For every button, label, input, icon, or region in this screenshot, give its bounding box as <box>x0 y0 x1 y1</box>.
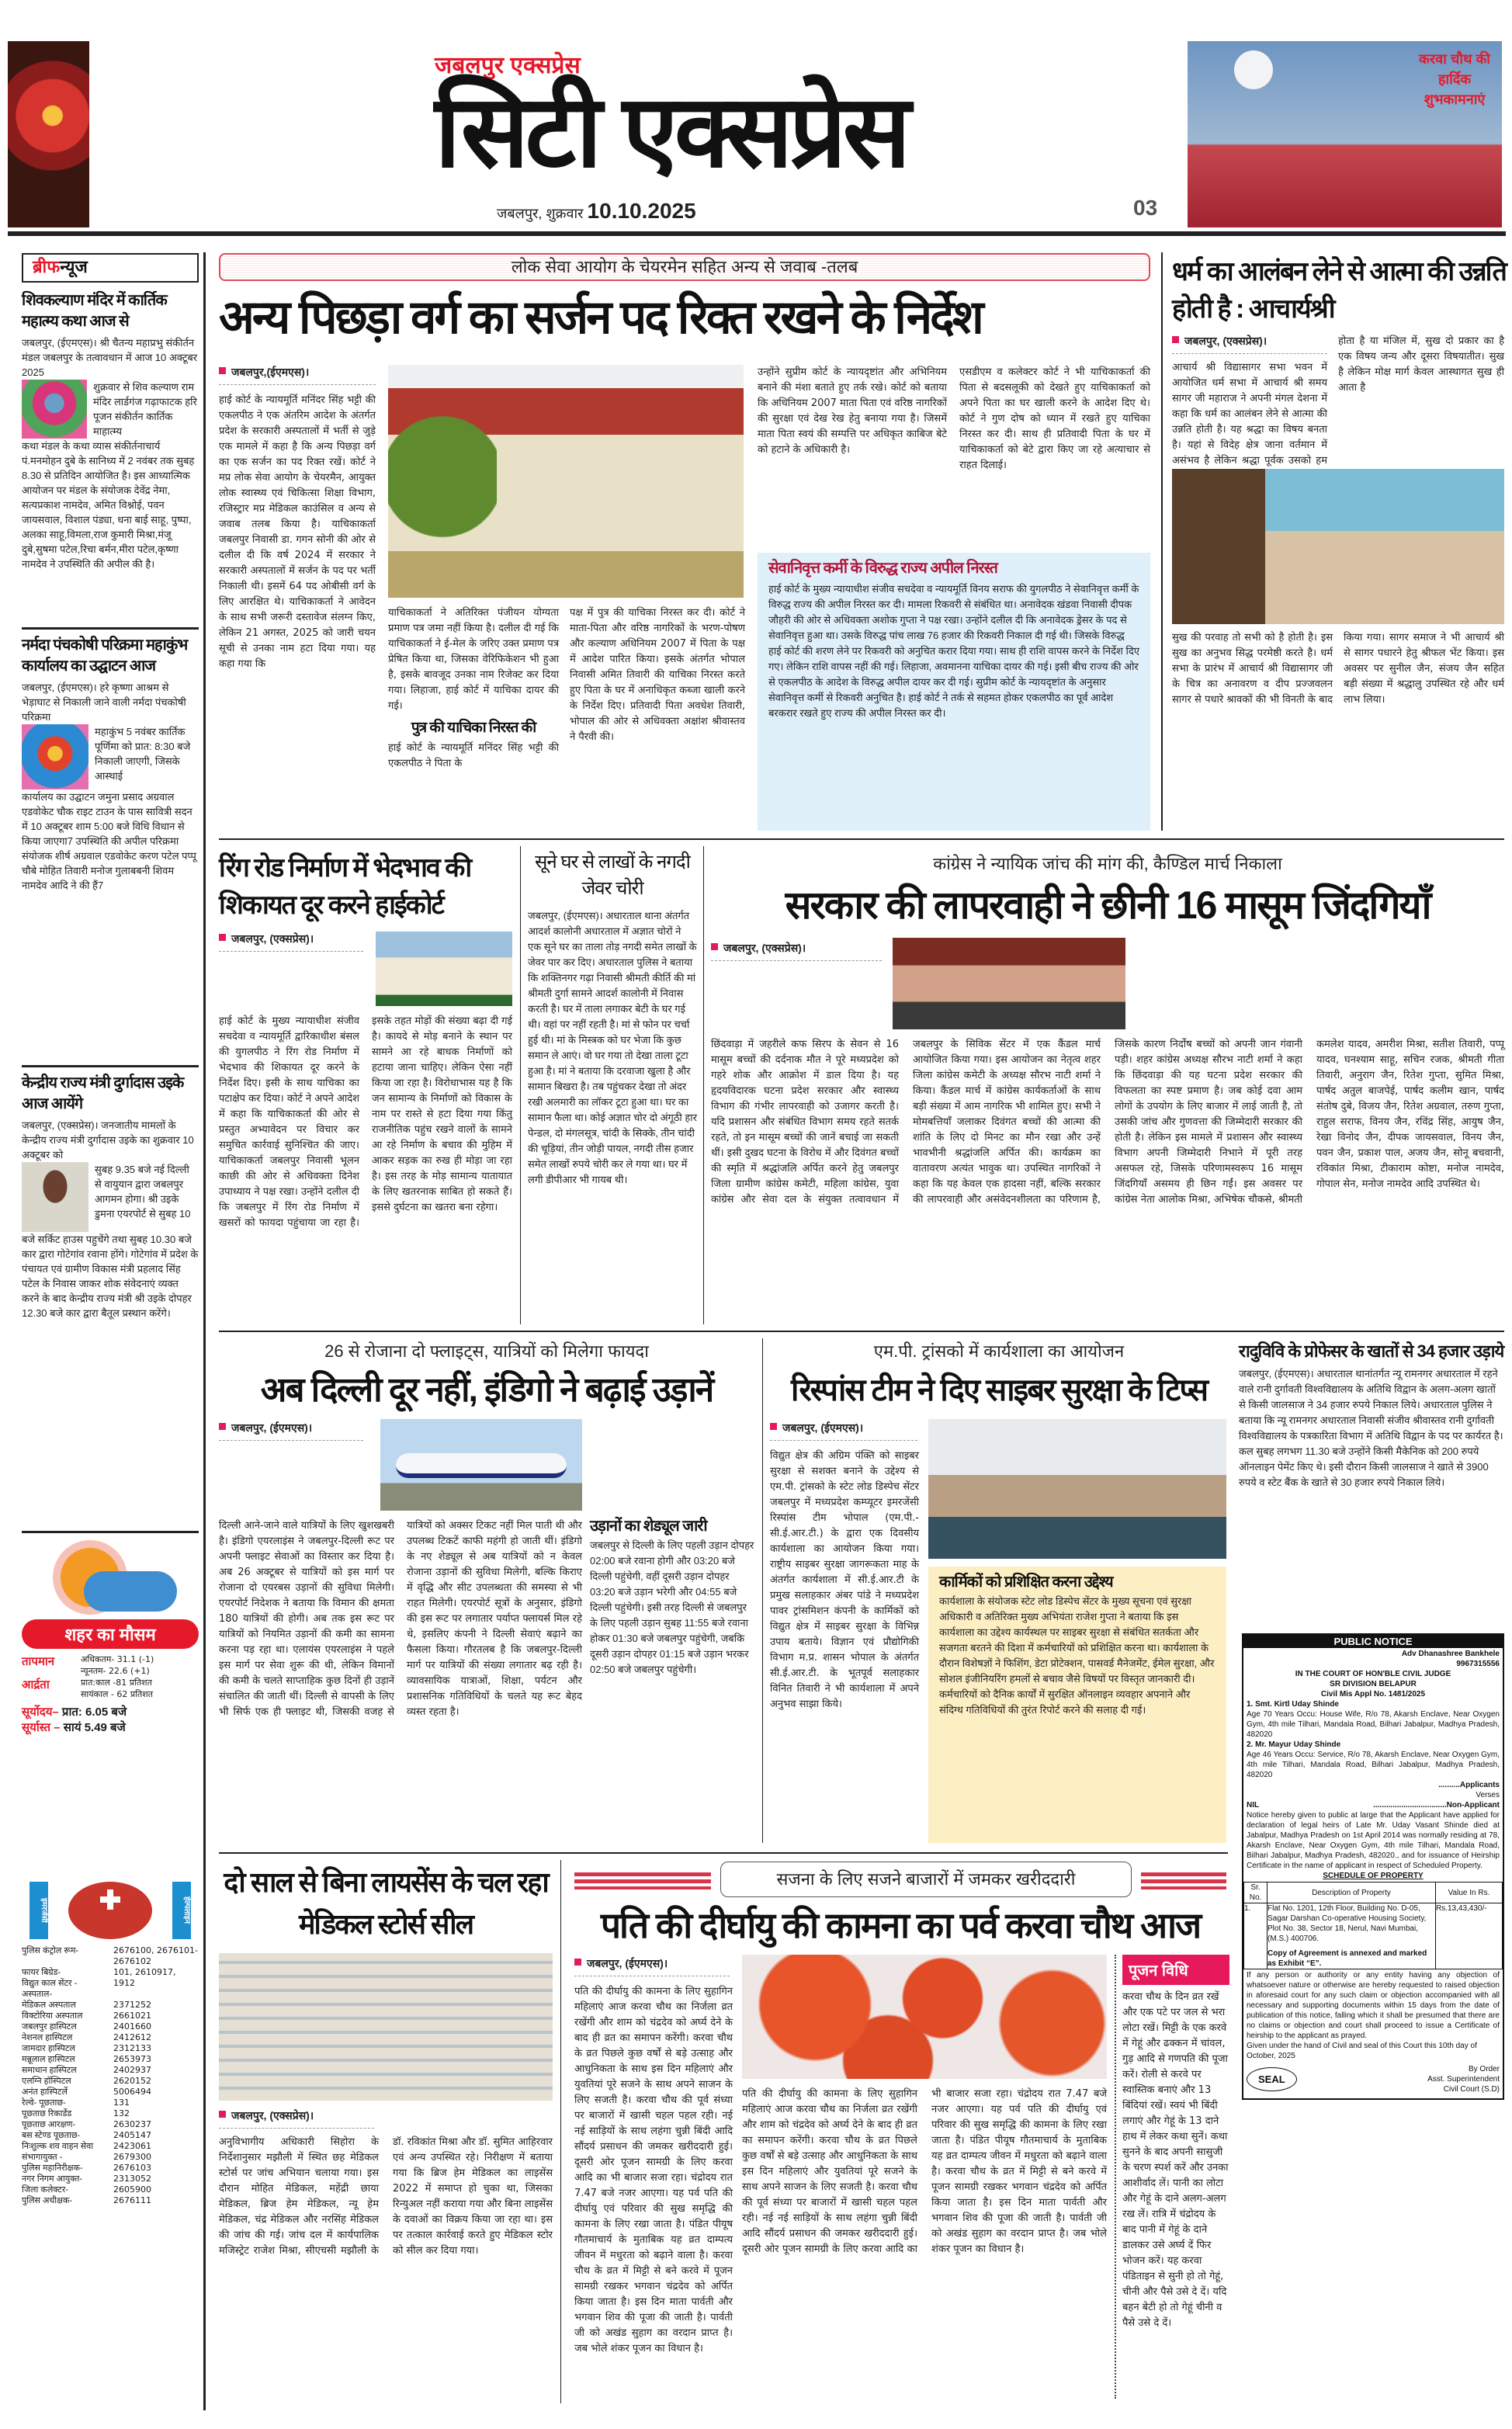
notice-signatory-1: Asst. Superintendent <box>1427 2075 1500 2084</box>
th-sr: Sr. No. <box>1244 1882 1268 1903</box>
brief-label-red: ब्रीफ <box>33 257 61 276</box>
weather-banner: शहर का मौसम <box>22 1619 199 1649</box>
medical-store-photo <box>219 1953 553 2101</box>
brief-item-lead: जबलपुर, (एक्सप्रेस)। जनजातीय मामलों के केन्द्रीय राज्य मंत्री दुर्गादास उइके का शुक्रवार 10 अक्टूबर को <box>22 1119 194 1161</box>
ringroad-dateline-wrap <box>219 932 363 952</box>
lead-kicker-box <box>219 253 1150 281</box>
brief-item-wrap <box>22 380 199 439</box>
cyber-kicker: एम.पी. ट्रांसको में कार्यशाला का आयोजन <box>873 1341 1125 1361</box>
notice-applicants: ..........Applicants <box>1438 1781 1500 1789</box>
theft-headline: सूने घर से लाखों के नगदी जेवर चोरी <box>535 852 690 899</box>
notice-given: Given under the hand of Civil and seal of this Court this 10th day of October, 2025 <box>1247 2042 1477 2060</box>
helpline-number: 132 <box>113 2108 130 2118</box>
brief-item-2 <box>22 635 199 1060</box>
notice-court-2: SR DIVISION BELAPUR <box>1330 1680 1417 1688</box>
karwa-thali-photo <box>8 41 89 227</box>
karwa-dateline-wrap <box>574 1956 730 1976</box>
helpline-panel <box>22 1882 199 2206</box>
notice-applicant-1-name: 1. Smt. Kirtl Uday Shinde <box>1247 1700 1339 1709</box>
helpline-label: समाधान हास्पिटल <box>22 2066 77 2075</box>
helpline-tag: हेल्पलाइन <box>172 1882 191 1939</box>
syrup-dateline: जबलपुर, (एक्सप्रेस)। <box>711 941 882 961</box>
notice-signature <box>1247 2064 1500 2094</box>
cloud-icon <box>84 1571 177 1612</box>
rdvv-story <box>1239 1340 1504 1627</box>
cyber-dateline-wrap <box>770 1421 917 1441</box>
syrup-text: छिंदवाड़ा में जहरीले कफ सिरप के सेवन से 16 मासूम बच्चों की दर्दनाक मौत ने पूरे मध्यप्रदेश को गहरे शोक और आक्रोश में डाल दिया है। यह हृदयविदारक घटना प्रदेश सरकार और स्वास्थ्य विभाग की गंभीर लापरवाही को उजागर करती है। यदि प्रशासन और संबंधित विभाग समय रहते सतर्क रहते, तो इन मासूम बच्चों की जानें बचाई जा सकती थीं। इसी दुखद घटना के विरोध में और दिवंगत बच्चों की स्मृति में श्रद्धांजलि अर्पित करने हेतु जबलपुर जिला ग्रामीण कांग्रेस कमेटी, महिला कांग्रेस, युवा कांग्रेस और सेवा दल के संयुक्त तत्वावधान में जबलपुर के सिविक सेंटर में एक कैंडल मार्च आयोजित किया गया। इस आयोजन का नेतृत्व शहर जिला कांग्रेस कमेटी के अध्यक्ष सौरभ नाटी शर्मा ने किया। कैंडल मार्च में कांग्रेस कार्यकर्ताओं के साथ बड़ी संख्या में आम नागरिक भी शामिल हुए। सभी ने मोमबत्तियाँ जलाकर दिवंगत बच्चों की आत्मा की शांति के लिए दो मिनट का मौन रखा और उन्हें भावभीनी श्रद्धांजलि अर्पित की। कार्यक्रम का वातावरण अत्यंत भावुक था। उपस्थित नागरिकों ने कहा कि यह केवल एक हादसा नहीं, बल्कि सरकार की लापरवाही और असंवेदनशीलता का परिणाम है, जिसके कारण निर्दोष बच्चों को अपनी जान गंवानी पड़ी। शहर कांग्रेस अध्यक्ष सौरभ नाटी शर्मा ने कहा कि छिंदवाड़ा की यह घटना प्रदेश सरकार की विफलता का स्पष्ट प्रमाण है। जब कोई दवा आम लोगों के उपयोग के लिए बाजार में लाई जाती है, तो उसकी जांच और गुणवत्ता की जिम्मेदारी सरकार की होती है। लेकिन इस मामले में प्रशासन और स्वास्थ्य विभाग अपनी जिम्मेदारी निभाने में पूरी तरह असफल रहे, जिसके परिणामस्वरूप 16 मासूम जिंदगियाँ असमय ही छिन गईं। इस अवसर पर कांग्रेस नेता आलोक मिश्रा, अभिषेक चौकसे, श्रीमती कमलेश यादव, अमरीश मिश्रा, सतीश तिवारी, पप्पू यादव, घनश्याम साहू, सचिन रजक, श्रीमती गीता तिवारी, अनुराग जैन, रितेश गुप्ता, सुमित मिश्रा, पार्षद अतुल बाजपेई, पार्षद कलीम खान, पार्षद संतोष दुबे, विजय जैन, रितेश अग्रवाल, तरुण गुप्ता, राहुल सराफ, विनय जैन, रविंद्र सिंह, आयुष जैन, रेखा विनोद जैन, दीपक जायसवाल, विनय जैन, पवन जैन, प्रकाश पाल, अजय जैन, सोनू बचवानी, रविकांत मिश्रा, टीकाराम कोष्टा, मनोज नामदेव, गोपाल सेन, मनोज नामदेव आदि उपस्थित थे। <box>711 1039 1504 1206</box>
cyber-box <box>928 1567 1226 1843</box>
ringroad-headline: रिंग रोड निर्माण में भेदभाव की शिकायत दूर करने हाईकोर्ट <box>219 853 471 920</box>
seal-stamp: SEAL <box>1247 2067 1297 2091</box>
helpline-row <box>22 2184 199 2195</box>
brief-item-title: नर्मदा पंचकोषी परिक्रमा महाकुंभ कार्यालय का उद्घाटन आज <box>22 637 188 675</box>
notice-body: Notice hereby given to public at large that the Applicant have applied for declaration of legal heirs of Late Mr. Uday Vasant Shinde died at Jabalpur, Madhya Pradesh on 1st April 2014 was normally residing at 78, Akarsh Enclave, Near Oxygen Gym, 4th mile Tilhari, Mandala Road, Bilhari Jabalpur, Madhya Pradesh, 482020., and for issuance of Heirship Certificate in the name of applicant in respect of Scheduled Property. <box>1247 1811 1500 1870</box>
helpline-number: 2405147 <box>113 2130 151 2140</box>
helpline-number: 2661021 <box>113 2011 151 2021</box>
helpline-row <box>22 2021 199 2032</box>
td-copy: Copy of Agreement is annexed and marked as Exhibit “E”. <box>1268 1949 1427 1968</box>
pujan-title: पूजन विधि <box>1122 1955 1229 1985</box>
weather-panel <box>22 1540 199 1736</box>
greeting-text: करवा चौथ की हार्दिक शुभकामनाएं <box>1419 51 1490 107</box>
brief-item-3 <box>22 1073 199 1526</box>
helpline-number: 2423061 <box>113 2141 151 2151</box>
helpline-label: नगर निगम आयुक्त- <box>22 2174 83 2184</box>
column-divider <box>520 846 521 1324</box>
weather-humidity <box>22 1677 199 1700</box>
minister-photo <box>22 1162 88 1232</box>
helpline-number: 101, 2610917, <box>113 1967 176 1977</box>
helpline-number: 2679300 <box>113 2152 151 2162</box>
property-table <box>1243 1882 1503 1969</box>
notice-phone: 9967315556 <box>1456 1660 1500 1668</box>
masthead-date: 10.10.2025 <box>587 199 696 223</box>
helpline-label: विक्टोरिया अस्पताल <box>22 2011 83 2021</box>
indigo-dateline-wrap <box>219 1421 363 1441</box>
notice-objection: If any person or authority or any entity having any objection of whatsoever nature or otherwise are hereby requested to raised objection in aforesaid court for any such claim or objection accompanied with all necessary and supporting documents within 15 days from the date of publication of this notice, falling which it shall be presumed that there are no claims or objection and court shall proceed to issue a Certificate of heirship to the applicant as prayed. <box>1247 1971 1500 2040</box>
helpline-row <box>22 2076 199 2087</box>
brief-item-body: कार्यालय का उद्घाटन जमुना प्रसाद अग्रवाल एडवोकेट चौक राइट टाउन के पास सावित्री सदन में 10 अक्टूबर शाम 5:00 बजे विधि विधान से किया जाएगा7 उपस्थिति की अपील परिक्रमा संयोजक शीर्ष अग्रवाल एडवोकेट करण पटेल पप्पू चौबे मोहित तिवारी मनोज गुलाबबनी शिवम नामदेव आदि ने की हैं7 <box>22 791 196 891</box>
notice-court-3: Civil Mis Appl No. 1481/2025 <box>1320 1690 1426 1699</box>
notice-by-order: By Order <box>1468 2065 1500 2073</box>
helpline-label: निःशुल्क शव वाहन सेवा <box>22 2142 94 2151</box>
helpline-label: जिला कलेक्टर- <box>22 2185 68 2195</box>
helpline-graphic <box>22 1882 199 1941</box>
krishna-photo <box>22 380 87 439</box>
brief-label-black: न्यूज <box>60 257 88 276</box>
helpline-row <box>22 2087 199 2098</box>
theft-text: जबलपुर, (ईएमएस)। अधारताल थाना अंतर्गत आदर्श कालोनी अधारताल में अज्ञात चोरों ने एक सूने घर का ताला तोड़ नगदी समेत लाखों के जेवर पार कर दिए। अधारताल पुलिस ने बताया कि शक्तिनगर गढ़ा निवासी श्रीमती कीर्ति की मां श्रीमती दुर्गा सामने आदर्श कालोनी में निवास करती है। घर में ताला लगाकर बेटी के घर गई थी। वहां पर नहीं रहती है। मां से फोन पर चर्चा हुई थी। मां के मिस्त्रक को घर भेजा कि कुछ समान ले आएं। वो घर गया तो देखा ताला टूटा हुआ है। मां ने बताया कि दरवाजा खुला है और सामान बिखरा है। तब पहुंचकर देखा तो अंदर रखी अलमारी का लॉकर टूटा हुआ था। घर का सामान फैला था। कोई अज्ञात चोर दो अंगूठी हार पेन्डल, दो मंगलसूत्र, चांदी के सिक्के, तीन चांदी की चूड़ियां, तीन जोड़ी पायल, नगदी तीस हजार समेत लाखों रुपये चोरी कर ले गया था। घर में लगी डीपीआर भी गायब थी। <box>528 910 697 1185</box>
weather-temp <box>22 1653 199 1677</box>
karwa-stripe-left <box>574 1872 711 1889</box>
section-rule <box>219 1852 1228 1854</box>
brief-item-wrap-text: महाकुंभ 5 नवंबर कार्तिक पूर्णिमा को प्रात: 8:30 बजे निकाली जाएगी, जिसके आस्थाई <box>95 726 191 782</box>
helpline-label: पुलिस महानिरीक्षक- <box>22 2164 83 2173</box>
helpline-number <box>113 1989 199 2000</box>
temp-max: अधिकतम- 31.1 (-1) <box>81 1654 154 1664</box>
helpline-number: 1912 <box>113 1978 135 1988</box>
td-value: Rs.13,43,430/- <box>1436 1903 1503 1969</box>
humidity-label: आर्द्रता <box>22 1678 50 1692</box>
notice-advocate: Adv Dhanashree Bankhele <box>1401 1650 1500 1658</box>
throne-icon <box>1172 469 1265 624</box>
lead-col2b-text: हाई कोर्ट के न्यायमूर्ति मनिंदर सिंह भट्टी की एकलपीठ ने पिता के <box>388 741 559 769</box>
helpline-row <box>22 2195 199 2206</box>
lead-kicker: लोक सेवा आयोग के चेयरमेन सहित अन्य से जवाब -तलब <box>511 257 858 276</box>
masthead-supertitle: जबलपुर एक्सप्रेस <box>435 53 581 78</box>
medical-dateline-wrap <box>219 2108 374 2129</box>
pujan-box <box>1115 1955 1229 2399</box>
karwa-text-continued: पति की दीर्घायु की कामना के लिए सुहागिन महिलाएं आज करवा चौथ का निर्जला व्रत रखेंगी और शाम को चंद्रदेव को अर्घ्य देने के बाद ही व्रत का समापन करेंगी। करवा चौथ के व्रत पिछले कुछ वर्षों से बड़े उत्साह और आधुनिकता के साथ इस दिन महिलाएं और युवतियां पूरे सजने के साथ अपने साजन के लिए सजती है। करवा चौथ की पूर्व संध्या पर बाजारों में खासी चहल पहल रही। नई नई साड़ियों के साथ लहंगा चुन्नी बिंदी आदि सौंदर्य प्रसाधन की जमकर खरीददारी हुई। दूसरी ओर पूजन सामग्री के लिए करवा आदि का भी बाजार सजा रहा। चंद्रोदय रात 7.47 बजे नजर आएगा। यह पर्व पति की दीर्घायु एवं परिवार की सुख समृद्धि की कामना के लिए रखा जाता है। पंडित पीयूष गौतमाचार्य के मुताबिक यह व्रत दाम्पत्य जीवन में मधुरता को बढ़ाने वाला है। करवा चौथ के व्रत में मिट्टी से बने करवे में पूजन सामग्री रखकर भगवान चंद्रदेव को अर्पित किया जाता है। इस दिन माता पार्वती और भगवान शिव की पूजा की जाती है। पार्वती जी को अखंड सुहाग का वरदान प्राप्त है। जब भोले शंकर पूजन का विधान है। <box>742 2088 1107 2255</box>
lead-col3-text: पक्ष में पुत्र की याचिका निरस्त कर दी। कोर्ट ने माता-पिता और वरिष्ठ नागरिकों के भरण-पोषण और कल्याण अधिनियम 2007 में पिता के पक्ष में आदेश पारित किया। इसके अंतर्गत भोपाल निवासी अमित तिवारी की याचिका निरस्त करते हुए पिता के घर में अनाधिकृत कब्जा खाली करने के निर्देश दिए। प्रतिवादी पिता अवधेश तिवारी, भोपाल की ओर से अधिवक्ता अक्षांश श्रीवास्तव ने पैरवी की। <box>570 607 745 743</box>
lead-col-2 <box>388 606 559 831</box>
dharma-headline: धर्म का आलंबन लेने से आत्मा की उन्नति होती है : आचार्यश्री <box>1172 257 1506 324</box>
public-notice <box>1242 1633 1504 2100</box>
helpline-label: संभागायुक्त - <box>22 2153 63 2162</box>
notice-schedule-title: SCHEDULE OF PROPERTY <box>1323 1872 1424 1880</box>
notice-verses: Verses <box>1476 1791 1500 1799</box>
indigo-headline: अब दिल्ली दूर नहीं, इंडिगो ने बढ़ाई उड़ानें <box>260 1371 713 1409</box>
helpline-number: 2605900 <box>113 2184 151 2195</box>
helpline-row <box>22 1945 199 1967</box>
helpline-row <box>22 2043 199 2054</box>
indigo-schedule-text: जबलपुर से दिल्ली के लिए पहली उड़ान दोपहर 02:00 बजे रवाना होगी और 03:20 बजे दिल्ली पहुंचेगी, वहीं दूसरी उड़ान दोपहर 03:20 बजे उड़ान भरेगी और 04:55 बजे दिल्ली पहुंचेगी। इसी तरह दिल्ली से जबलपुर के लिए पहली उड़ान सुबह 11:55 बजे रवाना होकर 01:30 बजे जबलपुर पहुंचेगी, जबकि दूसरी उड़ान दोपहर 01:15 बजे उड़ान भरकर 02:50 बजे जबलपुर पहुंचेगी। <box>590 1539 754 1675</box>
helpline-label: फायर बिग्रेड- <box>22 1968 61 1977</box>
indigo-schedule <box>590 1518 754 1844</box>
brief-item-wrap <box>22 724 199 789</box>
helpline-number: 2402937 <box>113 2065 151 2075</box>
dharma-col3-text: सुख की परवाह तो सभी को है होती है। इस सुख का अनुभव सिद्ध परमेष्ठी करते है। धर्म सभा के प्रारंभ में आचार्य श्री विद्यासागर जी के चित्र का अनावरण व दीप प्रज्जवलन सागर से पधारे श्रावकों की भी विनती के बाद किया गया। सागर समाज ने भी आचार्य श्री से सागर पधारने हेतु श्रीफल भेंट किया। इस अवसर पर सुनील जैन, संजय जैन सहित बड़ी संख्या में श्रद्धालु उपस्थित रहे और धर्म लाभ लिया। <box>1172 632 1504 706</box>
brief-item-wrap-text: शुक्रवार से शिव कल्याण राम मंदिर लार्डगंज गढ़ाफाटक हरि पूजन संकीर्तन कार्तिक माहात्म्य <box>93 381 197 437</box>
notice-applicant-2-name: 2. Mr. Mayur Uday Shinde <box>1247 1740 1341 1749</box>
helpline-row <box>22 2119 199 2130</box>
brief-item-wrap <box>22 1162 199 1232</box>
lead-col2-text: याचिकाकर्ता ने अतिरिक्त पंजीयन योग्यता प्रमाण पत्र जमा नहीं किया है। दलील दी गई कि याचिकाकर्ता ने ई-मेल के जरिए उक्त प्रमाण पत्र प्रेषित किया था, जिसका वेरिफिकेशन भी हुआ है, इसके बावजूद उनका नाम रिजेक्ट कर दिया गया। लिहाजा, हाई कोर्ट में याचिका दायर की गई। <box>388 607 559 712</box>
lead-col1-text: हाई कोर्ट के न्यायमूर्ति मनिंदर सिंह भट्टी की एकलपीठ ने एक अंतरिम आदेश के अंतर्गत प्रदेश के सरकारी अस्पतालों में भर्ती से जुड़े एक मामले में कहा है कि अन्य पिछड़ा वर्ग का एक सर्जन का पद रिक्त रखें। कोर्ट ने मप्र लोक सेवा आयोग के चेयरमैन, आयुक्त लोक स्वास्थ्य एवं चिकित्सा शिक्षा विभाग, रजिस्ट्रार मप्र मेडिकल काउंसिल व अन्य से जवाब तलब किया है। याचिकाकर्ता जबलपुर निवासी डा. गगन सोनी की ओर से दलील दी कि वर्ष 2024 में सरकार ने सरकारी अस्पतालों में सर्जन के पद पर भर्ती निकाली थी। इसमें 64 पद ओबीसी वर्ग के लिए आरक्षित थे। याचिकाकर्ता ने आवेदन के साथ सभी जरूरी दस्तावेज संलग्न किए, लेकिन 21 अगस्त, 2025 को जारी चयन सूची से उनका नाम हटा दिया गया। यह कहा गया कि <box>219 394 376 670</box>
notice-applicant-1-addr: Age 70 Years Occu: House Wife, R/o 78, Akarsh Enclave, Near Oxygen Gym, 4th mile Tilhari, Mandala Road, Bilhari Jabalpur, Madhya Pradesh, 482020 <box>1247 1710 1500 1739</box>
lead-col-1 <box>219 365 376 831</box>
high-court-photo <box>388 365 744 598</box>
temp-label: तापमान <box>22 1655 55 1668</box>
acharya-photo <box>1172 469 1504 624</box>
highcourt-small-photo <box>376 932 512 1006</box>
masthead-dateline <box>497 199 696 224</box>
brief-divider <box>22 1065 199 1067</box>
dharma-dateline: जबलपुर, (एक्सप्रेस)। <box>1172 334 1327 354</box>
notice-non-applicant: ..................................Non-Applicant <box>1373 1801 1500 1810</box>
helpline-label: पुलिस अधीक्षक- <box>22 2196 73 2205</box>
dharma-col-2 <box>1338 334 1504 464</box>
humidity-morning: प्रात:काल -81 प्रतिशत <box>81 1678 152 1688</box>
indigo-plane-photo <box>380 1419 582 1511</box>
brief-divider <box>22 627 199 630</box>
helpline-label: जबलपुर हास्पिटल <box>22 2022 77 2032</box>
helpline-label: अनंत हास्पिटर्ले <box>22 2087 68 2097</box>
lead-col5-text: एसडीएम व कलेक्टर कोर्ट ने भी याचिकाकर्ता की पिता से बदसलूकी को देखते हुए याचिकाकर्ता को अपने पिता का घर खाली करने के आदेश दिए थे। कोर्ट ने गुण दोष को ध्यान में रखते हुए याचिका निरस्त कर दी। साथ ही प्रतिवादी पिता के घर में याचिकाकर्ता को बेटे द्वारा किए जा रहे अत्याचार से राहत दिलाई। <box>959 366 1150 471</box>
emergency-tag: इमरजेंसी <box>29 1882 48 1939</box>
sunset-label: सूर्यास्त – <box>22 1721 61 1734</box>
workshop-photo <box>928 1419 1226 1559</box>
column-divider <box>560 1860 561 2403</box>
syrup-dateline-wrap <box>711 941 882 961</box>
brief-item-lead: जबलपुर, (ईएमएस)। श्री चैतन्य महाप्रभु संकीर्तन मंडल जबलपुर के तत्वावधान में आज 10 अक्टूबर 2025 <box>22 337 198 378</box>
dharma-col1-text: आचार्य श्री विद्यासागर सभा भवन में आयोजित धर्म सभा में आचार्य श्री समय सागर जी महाराज ने अपनी मंगल देशना में कहा कि धर्म का आलंबन लेने से आत्मा की उन्नति होती है। यह श्रद्धा का विषय बनता है। यहां से विदेह क्षेत्र जाना वर्तमान में असंभव है लेकिन श्रद्धा पूर्वक उसको हम <box>1172 362 1327 467</box>
brief-news-box <box>22 253 199 283</box>
rdvv-text: जबलपुर, (ईएमएस)। अधारताल थानांतर्गत न्यू रामनगर अधारताल में रहने वाले रानी दुर्गावती विश्वविद्यालय के अतिथि विद्वान के अलग-अलग खातों से किसी जालसाज ने 34 हजार रुपये निकाल लिये। अधारताल पुलिस ने बताया कि न्यू रामनगर अधारताल निवासी संजीव श्रीवास्तव रानी दुर्गावती विश्वविद्यालय के पत्रकारिता विभाग में अतिथि विद्वान के पद पर कार्यरत है। कल सुबह लगभग 11.30 बजे उन्होंने किसी मैकेनिक को 200 रुपये ऑनलाइन पेमेंट किए थे। इसी दौरान किसी जालसाज ने खाते से 3900 रुपये व स्टेट बैंक के खाते से 30 हजार रुपये निकाल लिये। <box>1239 1368 1503 1488</box>
cyber-text: विद्युत क्षेत्र की अग्रिम पंक्ति को साइबर सुरक्षा से सशक्त बनाने के उद्देश्य से एम.पी. ट्रांसको के स्टेट लोड डिस्पेच सेंटर जबलपुर में मध्यप्रदेश कम्प्यूटर इमरजेंसी रिस्पांस टीम भोपाल (एम.पी.-सी.ई.आर.टी.) के द्वारा एक दिवसीय कार्यशाला का आयोजन किया गया। राष्ट्रीय साइबर सुरक्षा जागरूकता माह के अंतर्गत कार्यशाला में सी.ई.आर.टी के प्रमुख सलाहकार अंबर पांडे ने मध्यप्रदेश पावर ट्रांसमिशन कंपनी के कार्मिकों को विद्युत क्षेत्र में साइबर सुरक्षा के विभिन्न उपाय बताये। विज्ञान एवं प्रौद्योगिकी विभाग म.प्र. शासन भोपाल के अंतर्गत सी.ई.आर.टी. के भूतपूर्व सलाहकार विनित तिवारी ने भी कार्यशाला में अपने अनुभव साझा किये। <box>770 1450 919 1710</box>
helpline-number: 2313052 <box>113 2174 151 2184</box>
lead-col-3 <box>570 606 745 831</box>
retired-box-title: सेवानिवृत्त कर्मी के विरुद्ध राज्य अपील निरस्त <box>768 560 997 577</box>
masthead-title: सिटी एक्सप्रेस <box>435 75 907 188</box>
helpline-label: पुलिस कंट्रोल रूम- <box>22 1946 79 1955</box>
moon-icon <box>1234 50 1273 89</box>
sunrise-label: सूर्योदय– <box>22 1706 59 1719</box>
masthead-rule <box>8 231 1506 236</box>
page-number: 03 <box>1133 196 1158 220</box>
karwa-dateline: जबलपुर, (ईएमएस)। <box>574 1956 730 1976</box>
helpline-number: 2412612 <box>113 2032 151 2042</box>
karwa-headline: पति की दीर्घायु की कामना का पर्व करवा चौथ आज <box>600 1905 1201 1945</box>
helpline-label: रेल्वे- पूछताछ- <box>22 2098 66 2108</box>
lead-subhead: पुत्र की याचिका निरस्त की <box>411 720 536 736</box>
dharma-col2-text: होता है या मंजिल में, सुख दो प्रकार का है एक विषय जन्य और दूसरा विषयातीत। सुख है लेकिन मोक्ष मार्ग केवल आस्थागत सुख ही आता है <box>1338 335 1504 394</box>
karwa-moon-photo <box>1188 41 1502 227</box>
phone-cross-icon <box>68 1882 152 1939</box>
helpline-label: अस्पताल- <box>22 1990 53 1999</box>
theft-story <box>528 849 697 1324</box>
helpline-number: 2371252 <box>113 2000 151 2010</box>
lead-dateline: जबलपुर,(ईएमएस)। <box>219 365 376 385</box>
helpline-row <box>22 1967 199 1978</box>
helpline-row <box>22 2141 199 2152</box>
cyber-box-text: कार्यशाला के संयोजक स्टेट लोड डिस्पेच सेंटर के मुख्य सूचना एवं सुरक्षा अधिकारी व अतिरिक्त मुख्य अभियंता राजेश गुप्ता ने बताया कि इस कार्यशाला का उद्देश्य कार्यस्थल पर साइबर सुरक्षा से संबंधित सतर्कता और सजगता बरतने की दिशा में कर्मचारियों को प्रशिक्षित करना था। कार्यशाला के दौरान विशेषज्ञों ने फिशिंग, डेटा प्रोटेक्शन, पासवर्ड मैनेजमेंट, ईमेल सुरक्षा, और सोशल इंजीनियरिंग हमलों से बचाव जैसे विषयों पर विस्तृत जानकारी दी। कर्मचारियों को दैनिक कार्यों में सुरक्षित ऑनलाइन व्यवहार अपनाने और संदिग्ध गतिविधियों की तुरंत रिपोर्ट करने की सलाह दी गई। <box>939 1595 1215 1716</box>
ringroad-text: हाई कोर्ट के मुख्य न्यायाधीश संजीव सचदेवा व न्यायमूर्ति द्वारिकाधीश बंसल की युगलपीठ ने रिंग रोड निर्माण में भेदभाव की शिकायत दूर करने के निर्देश दिए। इसी के साथ याचिका का पटाक्षेप कर दिया। कोर्ट ने अपने आदेश में कहा कि याचिकाकर्ता की ओर से प्रस्तुत अभ्यावेदन पर विचार कर समुचित कार्रवाई सुनिश्चित की जाए। याचिकाकर्ता जबलपुर निवासी भूलन काछी की ओर से अधिवक्ता दिनेश उपाध्याय ने पक्ष रखा। उन्होंने दलील दी कि जबलपुर में रिंग रोड निर्माण में खसरों को फायदा पहुंचाया जा रहा है। इसके तहत मोड़ों की संख्या बढ़ा दी गई है। कायदे से मोड़ बनाने के स्थान पर सामने आ रहे बाधक निर्माणों को हटाया जाना चाहिए। लेकिन ऐसा नहीं किया जा रहा है। विरोधाभास यह है कि जन सामान्य के निर्माणों को विकास के नाम पर रास्ते से हटा दिया गया किंतु राजनीतिक पहुंच रखने वालों के सामने आ रहे निर्माण के बचाव की मुहिम में आकर सड़क का रुख ही मोड़ा जा रहा है। इस तरह के मोड़ सामान्य यातायात के लिए खतरनाक साबित हो सकते हैं। इससे दुर्घटना का खतरा बना रहेगा। <box>219 1015 512 1229</box>
sunset <box>22 1720 199 1736</box>
notice-nil: NIL <box>1247 1801 1260 1810</box>
retired-box-text: हाई कोर्ट के मुख्य न्यायाधीश संजीव सचदेवा व न्यायमूर्ति विनय सराफ की युगलपीठ ने सेवानिवृत्त कर्मी के विरुद्ध राज्य की अपील निरस्त कर दी। मामला रिकवरी से संबंधित था। अनावेदक खंडवा निवासी दीपक जौहरी की ओर से अधिवक्ता अशोक गुप्ता ने पक्ष रखा। उन्होंने दलील दी कि अनावेदक ड्रेसर के पद से सेवानिवृत्त हुआ था। उसके विरुद्ध पांच लाख 76 हजार की रिकवरी निकाल दी गई थी। जिसके विरुद्ध हाई कोर्ट की शरण लेने पर रिकवरी को अनुचित करार दिया गया। साथ ही राशि वापस करने के निर्देश दिए गए। लेकिन राशि वापस नहीं की गई। लिहाजा, अवमानना याचिका दायर की गई। इसी बीच राज्य की ओर से एकलपीठ के आदेश के विरुद्ध अपील दायर कर दी गई। सुप्रीम कोर्ट के न्यायदृष्टांत के अनुसार सेवानिवृत्त कर्मी से रिकवरी अनुचित है। हाई कोर्ट ने तर्क से सहमत होकर एकलपीठ का पूर्व आदेश बरकरार रखते हुए राज्य की अपील निरस्त कर दी। <box>768 583 1139 719</box>
plane-icon <box>396 1453 567 1478</box>
helpline-label: पूछताछ रिकार्डेड <box>22 2109 72 2118</box>
medical-dateline: जबलपुर, (एक्सप्रेस)। <box>219 2108 374 2129</box>
lead-col4-text: उन्होंने सुप्रीम कोर्ट के न्यायदृष्टांत और अभिनियम बनाने की मंशा बताते हुए तर्क रखे। कोर्ट को बताया कि अधिनियम 2007 माता पिता एवं वरिष्ठ नागरिकों की सुरक्षा एवं देख रेख हेतु बनाया गया है। जिसमें माता पिता स्वयं की सम्पत्ति पर अधिकृत काबिज बेटे को हटाने के अधिकारी है। <box>758 366 947 456</box>
right-column-divider <box>1161 252 1163 831</box>
brief-divider <box>22 1531 199 1533</box>
helpline-row <box>22 2098 199 2108</box>
td-desc: Flat No. 1201, 12th Floor, Building No. D-05, Sagar Darshan Co-operative Housing Society, Plot No. 38, Sector 18, Nerul, Navi Mumbai, (M.S.) 400706. <box>1268 1904 1427 1943</box>
dharma-col-1 <box>1172 334 1327 467</box>
helpline-table <box>22 1945 199 2206</box>
helpline-row <box>22 1989 199 2000</box>
helpline-number: 2653973 <box>113 2054 151 2064</box>
dharma-col-3 <box>1172 630 1504 831</box>
helpline-row <box>22 2108 199 2119</box>
notice-nil-row <box>1247 1800 1500 1810</box>
cyber-dateline: जबलपुर, (ईएमएस)। <box>770 1421 917 1441</box>
helpline-row <box>22 2011 199 2021</box>
helpline-number: 2620152 <box>113 2076 151 2086</box>
sun-cloud-icon <box>22 1540 199 1615</box>
masthead-city-day: जबलपुर, शुक्रवार <box>497 206 584 221</box>
helpline-label: नेशनल हास्पिटल <box>22 2033 73 2042</box>
indigo-dateline: जबलपुर, (ईएमएस)। <box>219 1421 363 1441</box>
sunrise-time: प्रात: 6.05 बजे <box>61 1706 127 1719</box>
karwa-kicker: सजना के लिए सजने बाजारों में जमकर खरीददारी <box>720 1862 1132 1897</box>
section-rule <box>219 1331 1504 1332</box>
indigo-schedule-title: उड़ानों का शेड्यूल जारी <box>590 1518 707 1535</box>
notice-signatory-2: Civil Court (S.D) <box>1443 2085 1500 2094</box>
indigo-kicker: 26 से रोजाना दो फ्लाइट्स, यात्रियों को मिलेगा फायदा <box>324 1341 649 1361</box>
helpline-row <box>22 2174 199 2184</box>
cyber-headline: रिस्पांस टीम ने दिए साइबर सुरक्षा के टिप्स <box>790 1373 1208 1407</box>
temp-min: न्यूनतम- 22.6 (+1) <box>81 1666 150 1676</box>
helpline-number: 2676111 <box>113 2195 151 2205</box>
rdvv-headline: रादुविवि के प्रोफेसर के खातों से 34 हजार उड़ाये <box>1239 1341 1504 1361</box>
lakshmi-photo <box>22 724 88 789</box>
left-column-divider <box>203 252 206 2410</box>
helpline-label: पूछताछ आरक्षण- <box>22 2120 76 2129</box>
sunset-time: सायं 5.49 बजे <box>63 1721 126 1734</box>
helpline-label: मन्नूलाल हास्पिटल <box>22 2055 75 2064</box>
humidity-evening: सायंकाल - 62 प्रतिशत <box>81 1689 154 1699</box>
helpline-row <box>22 2163 199 2174</box>
medical-text: अनुविभागीय अधिकारी सिहोरा के निर्देशानुसार मझौली में स्थित छह मेडिकल स्टोर्स पर जांच अभियान चलाया गया। इस दौरान मोहित मेडिकल, महेंद्री छाया मेडिकल, ब्रिज हेम मेडिकल, न्यू हेम मेडिकल, चंद्र मेडिकल और नरसिंह मेडिकल की जांच की गई। जांच दल में कार्यपालिक मजिस्ट्रेट राजेश मिश्रा, सीएचसी मझौली के डॉ. रविकांत मिश्रा और डॉ. सुमित आहिरवार एवं अन्य उपस्थित रहे। निरीक्षण में बताया गया कि ब्रिज हेम मेडिकल का लाइसेंस 2022 में समाप्त हो चुका था, जिसका रिन्युअल नहीं कराया गया और बिना लाइसेंस के दवाओं का विक्रय किया जा रहा था। इस पर तत्काल कार्रवाई करते हुए मेडिकल स्टोर को सील कर दिया गया। <box>219 2136 553 2257</box>
helpline-number: 131 <box>113 2098 130 2108</box>
helpline-number: 2676103 <box>113 2163 151 2173</box>
karwa-text <box>742 2087 1107 2399</box>
td-sr: 1. <box>1244 1903 1268 1969</box>
karwa-pots-photo <box>742 1955 1107 2079</box>
column-divider <box>762 1338 763 1843</box>
brief-item-title: शिवकल्याण मंदिर में कार्तिक महात्म्य कथा आज से <box>22 292 167 330</box>
helpline-label: विद्युत काल सेंटर - <box>22 1979 78 1988</box>
section-rule <box>219 838 1504 840</box>
helpline-number: 2401660 <box>113 2021 151 2032</box>
helpline-number: 2312133 <box>113 2043 151 2053</box>
lead-col-5 <box>959 365 1150 545</box>
helpline-row <box>22 2065 199 2076</box>
helpline-label: एलग्नि हॉस्पिटल <box>22 2077 71 2086</box>
syrup-kicker: कांग्रेस ने न्यायिक जांच की मांग की, कैण्डिल मार्च निकाला <box>933 854 1282 873</box>
syrup-headline: सरकार की लापरवाही ने छीनी 16 मासूम जिंदगियाँ <box>785 883 1431 927</box>
helpline-row <box>22 2152 199 2163</box>
helpline-row <box>22 2054 199 2065</box>
tree-icon <box>388 396 497 598</box>
brief-item-title: केन्द्रीय राज्य मंत्री दुर्गादास उइके आज आयेंगे <box>22 1074 184 1112</box>
notice-title: PUBLIC NOTICE <box>1243 1635 1503 1648</box>
pujan-text: करवा चौथ के दिन व्रत रखें और एक पटे पर जल से भरा लोटा रखें। मिट्टी के एक करवे में गेहूं और ढक्कन में चांवल, गुड़ आदि से गणपति की पूजा करें। रोली से करवे पर स्वास्तिक बनाएं और 13 बिंदियां रखें। स्वयं भी बिंदी लगाएं और गेहूं के 13 दाने हाथ में लेकर कथा सुनें। कथा सुनने के बाद अपनी सासुजी के चरण स्पर्श करें और उनका आशीर्वाद लें। पानी का लोटा और गेहूं के दाने अलग-अलग रख लें। रात्रि में चंद्रोदय के बाद पानी में गेहूं के दाने डालकर उसे अर्घ्य दें फिर भोजन करें। यह करवा पंडिताइन से सुनी हो तो गेहूं, चीनी और पैसे उसे दे दें। यदि बहन बेटी हो तो गेहूं चीनी व पैसे उसे दे दें। <box>1122 1991 1229 2329</box>
karwa-text-left: पति की दीर्घायु की कामना के लिए सुहागिन महिलाएं आज करवा चौथ का निर्जला व्रत रखेंगी और शाम को चंद्रदेव को अर्घ्य देने के बाद ही व्रत का समापन करेंगी। करवा चौथ के व्रत पिछले कुछ वर्षों से बड़े उत्साह और आधुनिकता के साथ इस दिन महिलाएं और युवतियां पूरे सजने के साथ अपने साजन के लिए सजती है। करवा चौथ की पूर्व संध्या पर बाजारों में खासी चहल पहल रही। नई नई साड़ियों के साथ लहंगा चुन्नी बिंदी आदि सौंदर्य प्रसाधन की जमकर खरीददारी हुई। दूसरी ओर पूजन सामग्री के लिए करवा आदि का भी बाजार सजा रहा। चंद्रोदय रात 7.47 बजे नजर आएगा। यह पर्व पति की दीर्घायु एवं परिवार की सुख समृद्धि की कामना के लिए रखा जाता है। पंडित पीयूष गौतमाचार्य के मुताबिक यह व्रत दाम्पत्य जीवन में मधुरता को बढ़ाने वाला है। करवा चौथ के व्रत में मिट्टी से बने करवे में पूजन सामग्री रखकर भगवान चंद्रदेव को अर्पित किया जाता है। इस दिन माता पार्वती और भगवान शिव की पूजा की जाती है। पार्वती जी को अखंड सुहाग का वरदान प्राप्त है। जब भोले शंकर पूजन का विधान है। <box>574 1986 733 2354</box>
th-value: Value In Rs. <box>1436 1882 1503 1903</box>
medical-headline: दो साल से बिना लायसेंस के चल रहा मेडिकल स्टोर्स सील <box>224 1866 548 1940</box>
helpline-row <box>22 2000 199 2011</box>
ringroad-dateline: जबलपुर, (एक्सप्रेस)। <box>219 932 363 952</box>
helpline-number: 2630237 <box>113 2119 151 2129</box>
brief-item-1 <box>22 290 199 623</box>
helpline-label: मेडिकल अस्पताल <box>22 2000 76 2010</box>
notice-court-1: IN THE COURT OF HON'BLE CIVIL JUDGE <box>1295 1670 1451 1678</box>
helpline-number: 5006494 <box>113 2087 151 2097</box>
brief-item-wrap-text: सुबह 9.35 बजे नई दिल्ली से वायुयान द्वारा जबलपुर आगमन होगा। श्री उइके डुमना एयरपोर्ट से सुबह 10 <box>95 1164 191 1220</box>
helpline-label: जामदार हास्पिटल <box>22 2044 75 2053</box>
notice-applicant-2-addr: Age 46 Years Occu: Service, R/o 78, Akarsh Enclave, Near Oxygen Gym, 4th mile Tilhari, Mandala Road, Bilhari Jabalpur, Madhya Pradesh, 482020 <box>1247 1751 1500 1779</box>
th-desc: Description of Property <box>1268 1882 1436 1903</box>
brief-item-body: बजे सर्किट हाउस पहुचेंगे तथा सुबह 10.30 बजे कार द्वारा गोटेगांव रवाना होंगे। गोटेगांव में प्रदेश के पंचायत एवं ग्रामीण विकास मंत्री प्रहलाद सिंह पटेल के निवास जाकर शोक संवेदनाएं व्यक्त करने के बाद केन्द्रीय राज्य मंत्री श्री उइके दोपहर 12.30 बजे कार द्वारा बैतूल प्रस्थान करेंगे। <box>22 1234 199 1319</box>
sunrise <box>22 1705 199 1720</box>
helpline-row <box>22 1978 199 1989</box>
brief-item-lead: जबलपुर, (ईएमएस)। हरे कृष्णा आश्रम से भेड़ाघाट से निकाली जाने वाली नर्मदा पंचकोषी परिक्रमा <box>22 682 186 723</box>
karwa-stripe-right <box>1141 1872 1226 1889</box>
cyber-box-title: कार्मिकों को प्रशिक्षित करना उद्देश्य <box>939 1574 1113 1591</box>
helpline-label: बस स्टेण्ड पूछताछ- <box>22 2131 81 2140</box>
column-divider <box>703 846 704 1324</box>
helpline-row <box>22 2130 199 2141</box>
lead-headline: अन्य पिछड़ा वर्ग का सर्जन पद रिक्त रखने के निर्देश <box>219 291 982 343</box>
brief-item-body: कथा मंडल के कथा व्यास संकीर्तनाचार्य पं.मनमोहन दुबे के सानिध्य में 2 नवंबर तक सुबह 8.30 से प्रतिदिन आयोजित है। इस आध्यात्मिक आयोजन पर मंडल के संयोजक देवेंद्र नेमा, सत्यप्रकाश नामदेव, अमित विश्नोई, पवन जायसवाल, विशाल पंड्या, धना बाई साहू, पुष्पा, अलका साहू,विमला,राज कुमारी मिश्रा,मंजू दुबे,सुषमा पटेल,रिचा बर्मन,मीरा पटेल,कृष्णा नामदेव ने उपस्थिति की अपील की है। <box>22 440 195 570</box>
helpline-number: 2676100, 2676101-2676102 <box>113 1945 198 1966</box>
helpline-row <box>22 2032 199 2043</box>
candle-march-photo <box>893 938 1125 1029</box>
indigo-text: दिल्ली आने-जाने वाले यात्रियों के लिए खुशखबरी है। इंडिगो एयरलाइंस ने जबलपुर-दिल्ली रूट पर अपनी फ्लाइट सेवाओं का विस्तार कर दिया है। अब 26 अक्टूबर से यात्रियों को इस मार्ग पर रोजाना दो एयरबस उड़ानों की सुविधा मिलेगी। एयरपोर्ट निदेशक ने बताया कि विमान की क्षमता 180 यात्रियों की होगी। अब तक इस रूट पर यात्रियों को नियमित उड़ानों की कमी का सामना करना पड़ रहा था। एलायंस एयरलाइंस ने पहले इस मार्ग पर सेवा शुरू की थी, लेकिन विमानों की कमी के चलते साप्ताहिक कुछ दिनों ही उड़ानें संचालित की जाती थीं। दिल्ली से वापसी के लिए भी सिर्फ एक ही फ्लाइट थी, जिसकी वजह से यात्रियों को अक्सर टिकट नहीं मिल पाती थी और उपलब्ध टिकटें काफी महंगी हो जाती थीं। इंडिगो के नए शेड्यूल से अब यात्रियों को न केवल रोजाना उड़ानों की सुविधा मिलेगी, बल्कि किराए में वृद्धि और सीट उपलब्धता की समस्या से भी राहत मिलेगी। एयरपोर्ट सूत्रों के अनुसार, इंडिगो की इस रूट पर लगातार पर्याप्त फ्लायर्स मिल रहे थे, इसलिए कंपनी ने दिल्ली सेवाएं बढ़ाने का फैसला किया। गौरतलब है कि जबलपुर-दिल्ली मार्ग पर यात्रियों की संख्या लगातार बढ़ रही है। व्यावसायिक यात्राओं, शिक्षा, पर्यटन और प्रशासनिक गतिविधियों के चलते यह रूट बेहद व्यस्त रहता है। <box>219 1520 582 1718</box>
retired-employee-box <box>758 553 1150 831</box>
lead-col-4 <box>758 365 947 545</box>
